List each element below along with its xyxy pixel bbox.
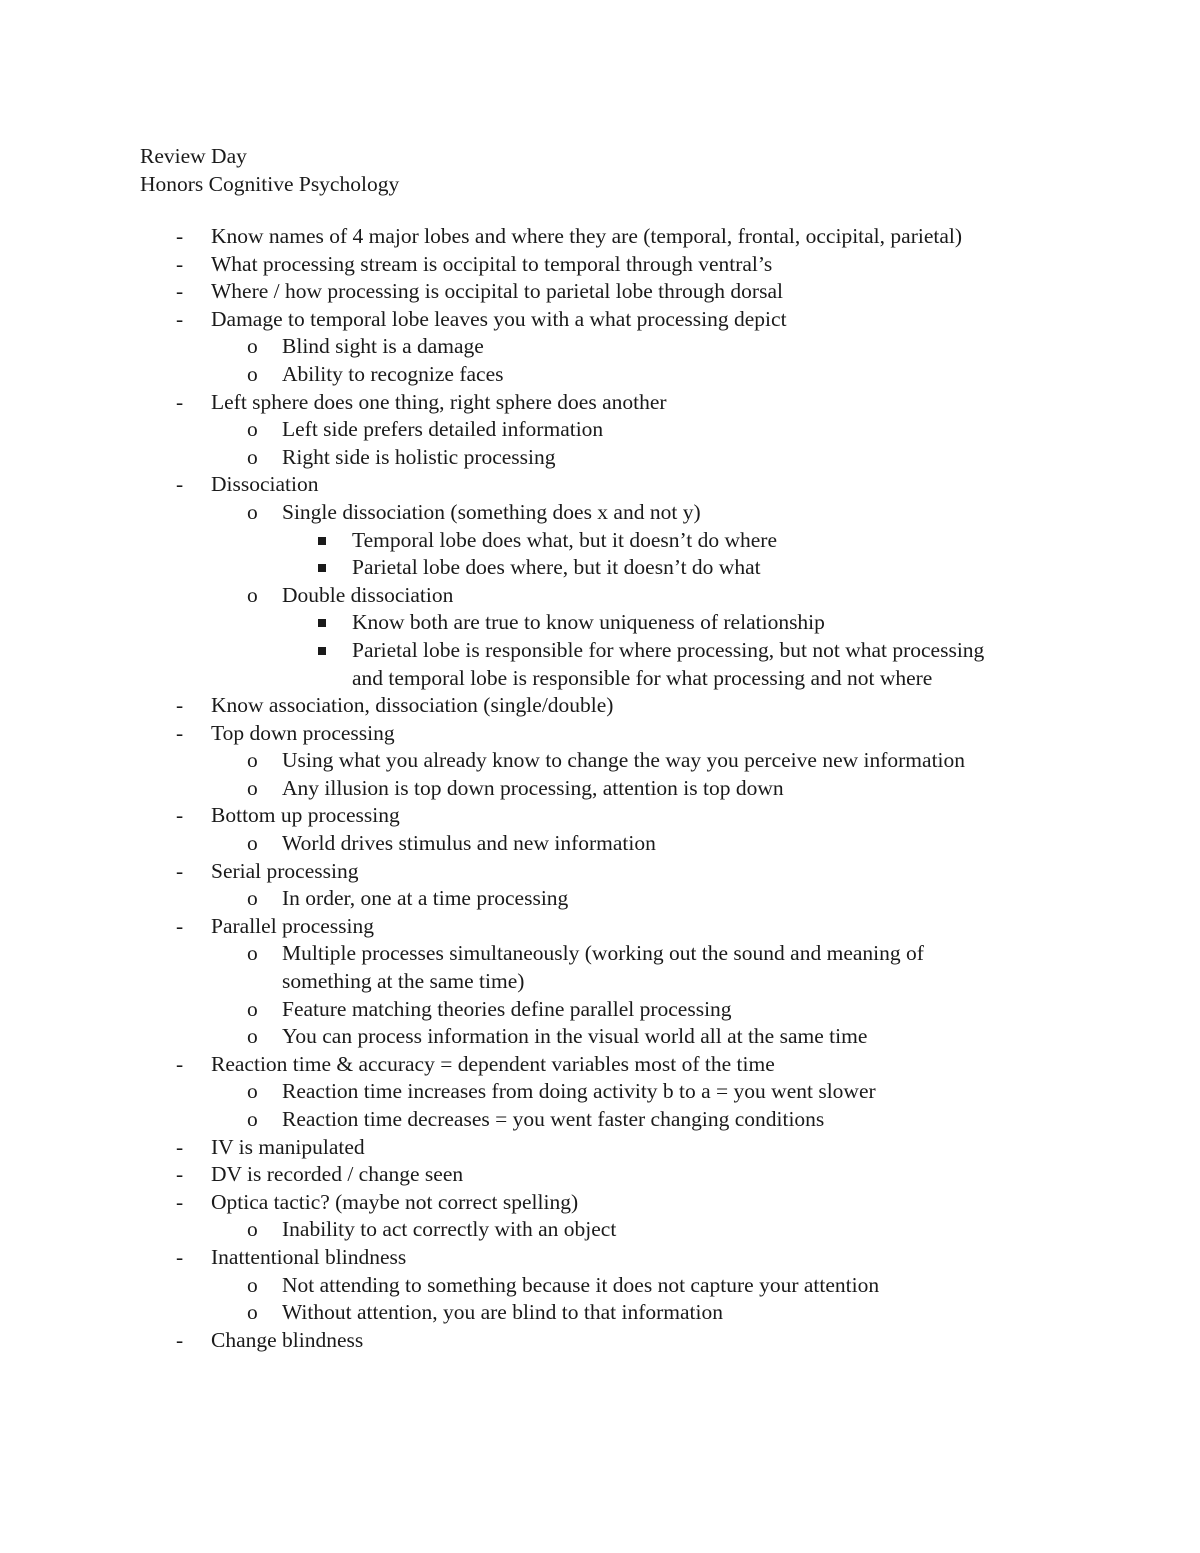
circle-bullet: o bbox=[247, 775, 258, 800]
list-item-text: Right side is holistic processing bbox=[282, 444, 556, 469]
circle-bullet: o bbox=[247, 886, 258, 911]
list-item-text: Parietal lobe is responsible for where processing, but not what processing bbox=[352, 637, 985, 662]
course-name: Honors Cognitive Psychology bbox=[140, 172, 400, 196]
list-item bbox=[0, 389, 1200, 417]
list-item-text: In order, one at a time processing bbox=[282, 886, 569, 911]
list-item-text: Inability to act correctly with an object bbox=[282, 1217, 617, 1242]
list-item-text: Using what you already know to change the way you perceive new information bbox=[282, 748, 966, 773]
list-item-text: Damage to temporal lobe leaves you with a what processing depict bbox=[211, 306, 787, 331]
list-item-text: Dissociation bbox=[211, 472, 319, 497]
list-item-text: Change blindness bbox=[211, 1327, 364, 1352]
dash-bullet: - bbox=[176, 913, 184, 938]
list-item-text: Reaction time & accuracy = dependent variables most of the time bbox=[211, 1051, 775, 1076]
circle-bullet: o bbox=[247, 1107, 258, 1131]
circle-bullet: o bbox=[247, 996, 258, 1021]
list-item bbox=[0, 1051, 1200, 1079]
list-item bbox=[0, 278, 1200, 306]
list-item-text: Parallel processing bbox=[211, 913, 374, 938]
list-item bbox=[0, 361, 1200, 389]
square-bullet-icon bbox=[318, 619, 326, 627]
list-item bbox=[0, 306, 1200, 334]
circle-bullet: o bbox=[247, 334, 258, 359]
list-item-text: Left side prefers detailed information bbox=[282, 417, 604, 442]
list-item-text: Single dissociation (something does x and not y) bbox=[282, 499, 701, 524]
circle-bullet: o bbox=[247, 417, 258, 442]
list-item-text: Bottom up processing bbox=[211, 803, 400, 828]
list-item bbox=[0, 1189, 1200, 1217]
document-title: Review Day bbox=[140, 144, 247, 168]
list-item bbox=[0, 1216, 1200, 1244]
list-item-text: Not attending to something because it does not capture your attention bbox=[282, 1272, 880, 1297]
list-item-text: Multiple processes simultaneously (working out the sound and meaning of bbox=[282, 941, 924, 966]
list-item bbox=[0, 1327, 1200, 1355]
circle-bullet: o bbox=[247, 1272, 258, 1297]
list-item-text: Parietal lobe does where, but it doesn’t do what bbox=[352, 555, 761, 580]
list-item-text: Where / how processing is occipital to parietal lobe through dorsal bbox=[211, 279, 783, 304]
list-item bbox=[0, 499, 1200, 527]
list-item-text: World drives stimulus and new information bbox=[282, 831, 656, 856]
list-item-text: Feature matching theories define parallel processing bbox=[282, 996, 732, 1021]
list-item-text: Temporal lobe does what, but it doesn’t do where bbox=[352, 527, 778, 552]
list-item bbox=[0, 1272, 1200, 1300]
dash-bullet: - bbox=[176, 1162, 184, 1187]
square-bullet-icon bbox=[318, 647, 326, 655]
list-item bbox=[0, 1244, 1200, 1272]
dash-bullet: - bbox=[176, 693, 184, 718]
list-item bbox=[0, 885, 1200, 913]
dash-bullet: - bbox=[176, 389, 184, 414]
list-item bbox=[0, 223, 1200, 251]
dash-bullet: - bbox=[176, 1134, 184, 1159]
dash-bullet: - bbox=[176, 224, 184, 248]
list-item-text: Blind sight is a damage bbox=[282, 334, 484, 359]
list-item bbox=[0, 1299, 1200, 1327]
dash-bullet: - bbox=[176, 306, 184, 331]
list-item-text: and temporal lobe is responsible for what processing and not where bbox=[352, 665, 933, 690]
list-item bbox=[0, 1023, 1200, 1051]
dash-bullet: - bbox=[176, 1051, 184, 1076]
circle-bullet: o bbox=[247, 1217, 258, 1242]
list-item bbox=[0, 720, 1200, 748]
list-item bbox=[0, 609, 1200, 637]
dash-bullet: - bbox=[176, 1189, 184, 1214]
list-item bbox=[0, 775, 1200, 803]
list-item bbox=[0, 444, 1200, 472]
list-item bbox=[0, 996, 1200, 1024]
list-item-text: Know names of 4 major lobes and where they are (temporal, frontal, occipital, parietal) bbox=[211, 224, 963, 248]
list-item-text: Left sphere does one thing, right sphere does another bbox=[211, 389, 667, 414]
circle-bullet: o bbox=[247, 1079, 258, 1104]
list-item bbox=[0, 471, 1200, 499]
dash-bullet: - bbox=[176, 858, 184, 883]
list-item-text: What processing stream is occipital to temporal through ventral’s bbox=[211, 251, 773, 276]
circle-bullet: o bbox=[247, 1300, 258, 1325]
dash-bullet: - bbox=[176, 720, 184, 745]
list-item bbox=[0, 333, 1200, 361]
dash-bullet: - bbox=[176, 803, 184, 828]
circle-bullet: o bbox=[247, 582, 258, 607]
document-header bbox=[140, 142, 399, 198]
list-item-text: Any illusion is top down processing, attention is top down bbox=[282, 775, 784, 800]
list-item bbox=[0, 1134, 1200, 1162]
square-bullet-icon bbox=[318, 537, 326, 545]
list-item-text: Know both are true to know uniqueness of relationship bbox=[352, 610, 825, 635]
dash-bullet: - bbox=[176, 1327, 184, 1352]
list-item bbox=[0, 1161, 1200, 1189]
circle-bullet: o bbox=[247, 361, 258, 386]
circle-bullet: o bbox=[247, 444, 258, 469]
list-item-text: Ability to recognize faces bbox=[282, 361, 504, 386]
list-item bbox=[0, 692, 1200, 720]
list-item bbox=[0, 582, 1200, 610]
list-item bbox=[0, 747, 1200, 775]
circle-bullet: o bbox=[247, 831, 258, 856]
list-item-text: Double dissociation bbox=[282, 582, 454, 607]
list-item bbox=[0, 1106, 1200, 1134]
list-item-text: Top down processing bbox=[211, 720, 395, 745]
list-item bbox=[0, 858, 1200, 886]
list-item bbox=[0, 665, 1200, 693]
circle-bullet: o bbox=[247, 499, 258, 524]
list-item-text: Reaction time decreases = you went faster changing conditions bbox=[282, 1107, 825, 1131]
list-item bbox=[0, 940, 1200, 968]
list-item-text: Optica tactic? (maybe not correct spelling) bbox=[211, 1189, 579, 1214]
dash-bullet: - bbox=[176, 1244, 184, 1269]
list-item-text: Serial processing bbox=[211, 858, 359, 883]
notes-list bbox=[0, 223, 1200, 1354]
list-item bbox=[0, 416, 1200, 444]
circle-bullet: o bbox=[247, 1024, 258, 1049]
list-item-text: Reaction time increases from doing activity b to a = you went slower bbox=[282, 1079, 876, 1104]
list-item bbox=[0, 527, 1200, 555]
circle-bullet: o bbox=[247, 941, 258, 966]
dash-bullet: - bbox=[176, 251, 184, 276]
list-item bbox=[0, 913, 1200, 941]
list-item-text: Without attention, you are blind to that information bbox=[282, 1300, 723, 1325]
list-item-text: IV is manipulated bbox=[211, 1134, 365, 1159]
dash-bullet: - bbox=[176, 472, 184, 497]
list-item-text: DV is recorded / change seen bbox=[211, 1162, 464, 1187]
square-bullet-icon bbox=[318, 564, 326, 572]
circle-bullet: o bbox=[247, 748, 258, 773]
list-item-text: Inattentional blindness bbox=[211, 1244, 407, 1269]
list-item bbox=[0, 554, 1200, 582]
list-item bbox=[0, 1078, 1200, 1106]
list-item bbox=[0, 830, 1200, 858]
list-item-text: Know association, dissociation (single/double) bbox=[211, 693, 614, 718]
list-item bbox=[0, 637, 1200, 665]
list-item-text: You can process information in the visual world all at the same time bbox=[282, 1024, 868, 1049]
list-item bbox=[0, 802, 1200, 830]
list-item-text: something at the same time) bbox=[282, 969, 525, 994]
list-item bbox=[0, 251, 1200, 279]
dash-bullet: - bbox=[176, 279, 184, 304]
list-item bbox=[0, 968, 1200, 996]
